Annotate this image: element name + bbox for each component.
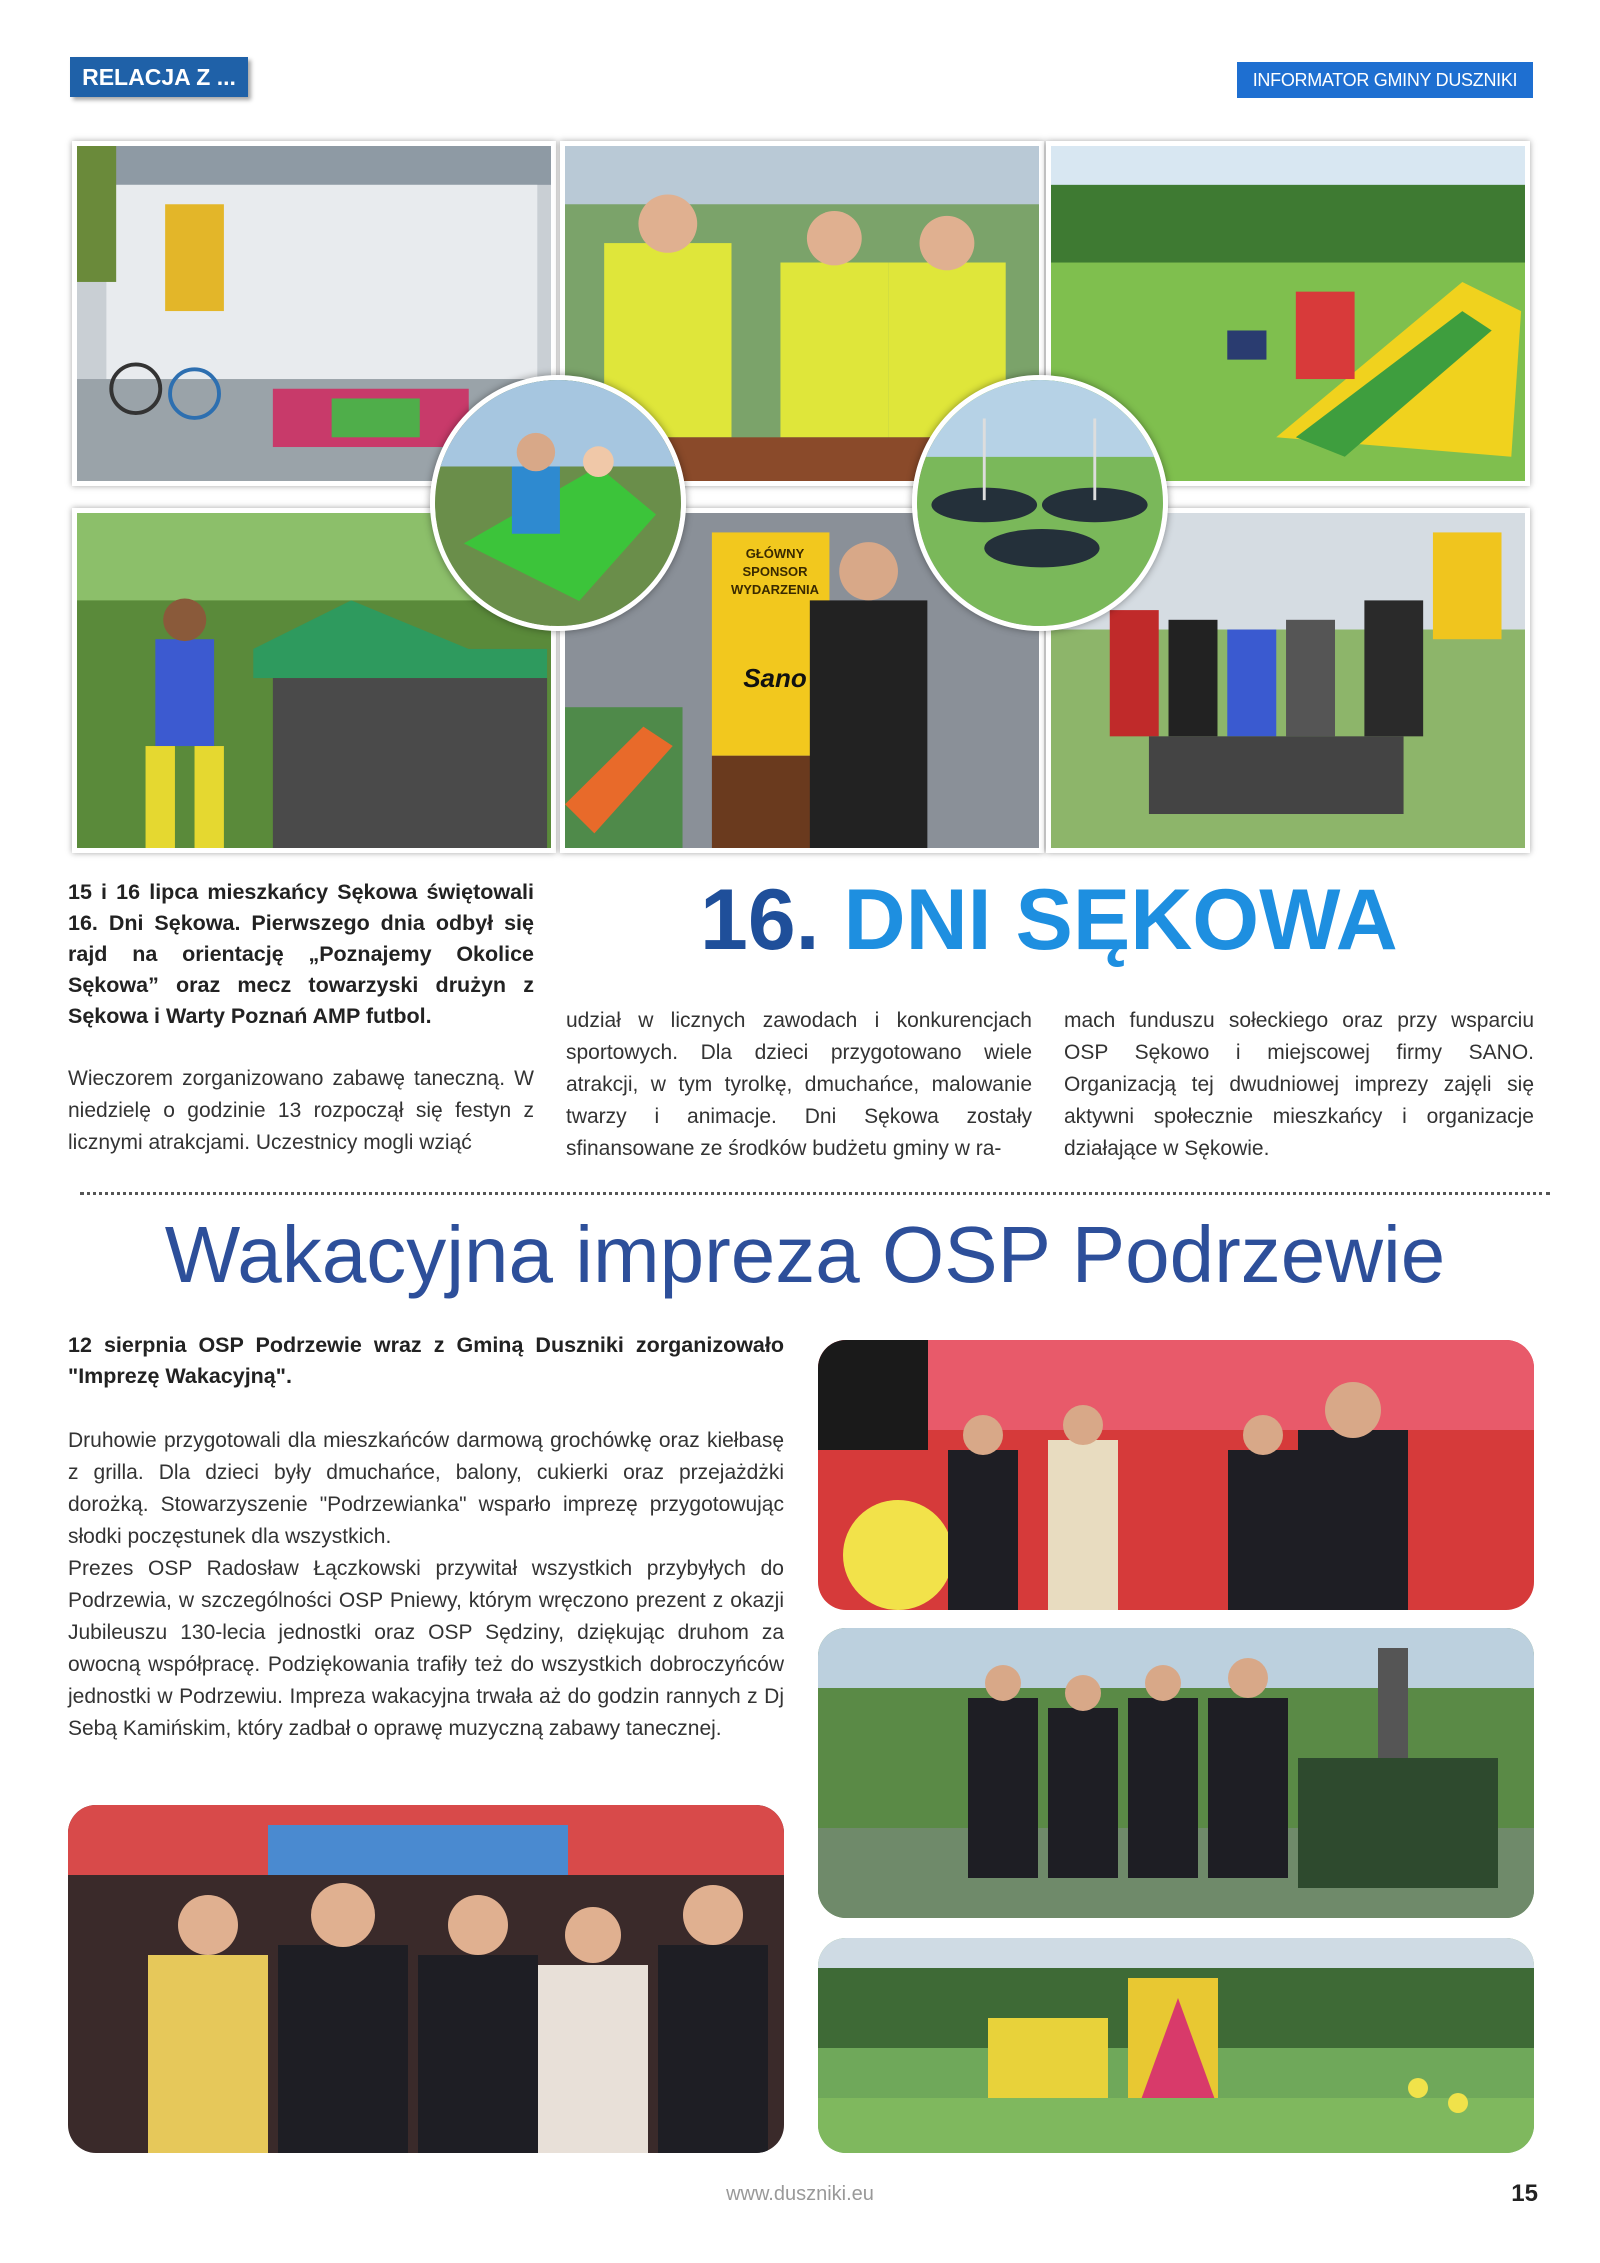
sponsor-sign-text: GŁÓWNY SPONSOR WYDARZENIA (730, 546, 820, 597)
photo-osp-speech (818, 1340, 1534, 1610)
article1-title-number: 16. (700, 872, 820, 968)
article2-lead: 12 sierpnia OSP Podrzewie wraz z Gminą Duszniki zorganizowało "Imprezę Wakacyjną". (68, 1333, 784, 1388)
article1-title (700, 870, 1440, 970)
photo-quad-ride (430, 375, 686, 631)
page-number: 15 (1511, 2180, 1538, 2207)
article1-col2: udział w licznych zawodach i konkurencjach sportowych. Dla dzieci przygotowano wiele atrakcji, w tym tyrolkę, dmuchańce, malowanie twarzy i animacje. Dni Sękowa zostały sfinansowane ze środków budżetu gminy w ra- (566, 1009, 1032, 1160)
photo-field-kitchen (818, 1628, 1534, 1918)
article1-title-text: DNI SĘKOWA (843, 872, 1398, 968)
photo-group-celebration (68, 1805, 784, 2153)
section-divider (80, 1192, 1550, 1195)
publication-tag: INFORMATOR GMINY DUSZNIKI (1237, 62, 1533, 98)
photo-inflatables-field (818, 1938, 1534, 2153)
sponsor-sign-brand: Sano (743, 663, 807, 693)
article2-body2: Prezes OSP Radosław Łączkowski przywitał wszystkich przybyłych do Podrzewia, w szczególności OSP Pniewy, którym wręczono prezent z okazji Jubileuszu 130-lecia jednostki oraz OSP Sędziny, dziękując druhom za owocną współpracę. Podziękowania trafiły też do wszystkich dobroczyńców jednostki w Podrzewiu. Impreza wakacyjna trwała aż do godzin rannych z Dj Sebą Kamińskim, który zadbał o oprawę muzyczną zabawy tanecznej. (68, 1557, 784, 1740)
section-tag: RELACJA Z ... (70, 57, 248, 97)
article1-col1: Wieczorem zorganizowano zabawę taneczną. W niedzielę o godzinie 13 rozpoczął się festyn z licznymi atrakcjami. Uczestnicy mogli wziąć (68, 1067, 534, 1154)
footer-url: www.duszniki.eu (726, 2183, 874, 2205)
article2-body1: Druhowie przygotowali dla mieszkańców darmową grochówkę oraz kiełbasę z grilla. Dla dzieci były dmuchańce, balony, cukierki oraz przejażdżki dorożką. Stowarzyszenie "Podrzewianka" wsparło imprezę przygotowując słodki poczęstunek dla wszystkich. (68, 1429, 784, 1548)
article2-title: Wakacyjna impreza OSP Podrzewie (164, 1210, 1446, 1299)
article1-lead: 15 i 16 lipca mieszkańcy Sękowa świętowali 16. Dni Sękowa. Pierwszego dnia odbył się rajd na orientację „Poznajemy Okolice Sękowa” oraz mecz towarzyski drużyn z Sękowa i Warty Poznań AMP futbol. (68, 880, 534, 1028)
photo-trampolines (912, 375, 1168, 631)
article1-col3: mach funduszu sołeckiego oraz przy wsparciu OSP Sękowo i miejscowej firmy SANO. Organizacją tej dwudniowej imprezy zajęli się aktywni społecznie mieszkańcy i organizacje działające w Sękowie. (1064, 1009, 1534, 1160)
